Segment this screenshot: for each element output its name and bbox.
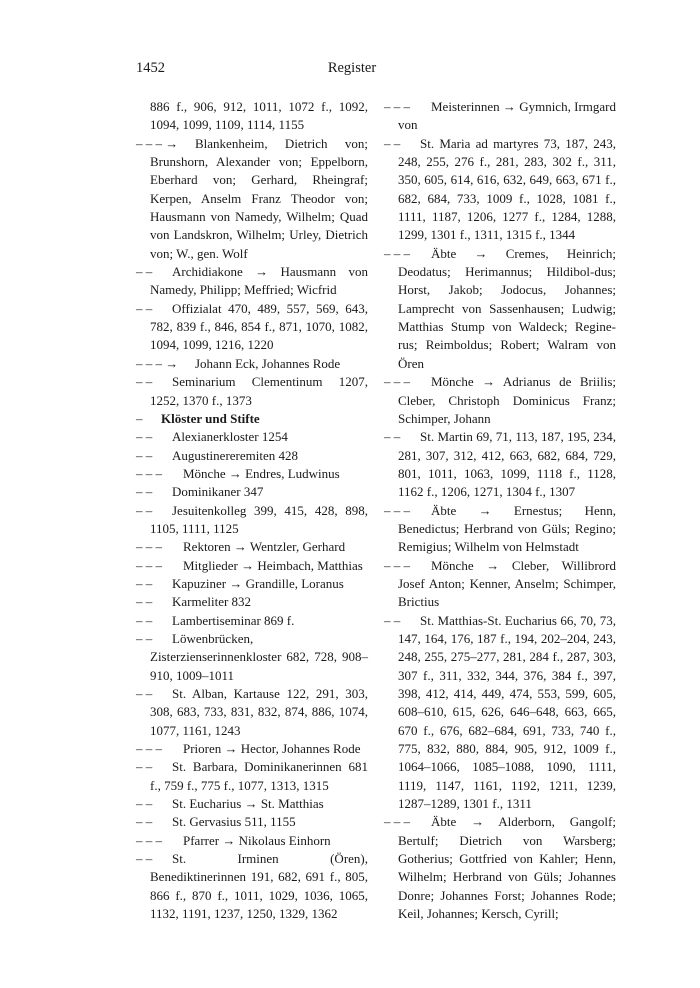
entry-text: St. Maria ad martyres 73, 187, 243, 248, 255, 276 f., 281, 283, 302 f., 311, 350, 605, 614, 616, 632, 649, 663, 671 f., 682, 684, 733, 1009 f., 1028, 1081 f., 1111, 1187, 1206, 1277 f., 1284, 1288, 1299, 1301 f., 1311, 1315 f., 1344 <box>398 135 616 243</box>
index-entry <box>136 465 368 483</box>
index-entry <box>136 795 368 813</box>
index-entry <box>136 630 368 685</box>
entry-text: Dominikaner 347 <box>172 484 264 500</box>
entry-level-dashes: – – <box>136 502 153 518</box>
index-entry <box>136 98 368 135</box>
index-entry <box>136 135 368 263</box>
entry-text: Seminarium Clementinum 1207, 1252, 1370 f., 1373 <box>150 374 368 408</box>
index-entry <box>136 373 368 410</box>
index-entry <box>136 593 368 611</box>
entry-level-dashes: – – <box>384 135 401 151</box>
entry-level-dashes: – – <box>136 575 153 591</box>
entry-level-dashes: – – – <box>136 465 162 481</box>
entry-level-dashes: – – <box>136 264 153 280</box>
entry-text: Jesuitenkolleg 399, 415, 428, 898, 1105, 1111, 1125 <box>150 502 368 536</box>
index-entry <box>136 685 368 740</box>
entry-level-dashes: – – <box>136 851 153 867</box>
entry-text: Johann Eck, Johannes Rode <box>195 355 341 371</box>
entry-level-dashes: – – <box>136 594 153 610</box>
entry-text: St. Matthias-St. Eucharius 66, 70, 73, 147, 164, 176, 187 f., 194, 202–204, 243, 248, 255, 275–277, 281, 284 f., 287, 303, 307 f., 311, 332, 344, 376, 384 f., 397, 398, 412, 414, 449, 474, 553, 599, 605, 608–610, 615, 626, 646–648, 663, 665, 670 f., 676, 682–684, 691, 733, 740 f., 775, 832, 880, 884, 905, 912, 1009 f., 1064–1066, 1085–1088, 1090, 1111, 1119, 1147, 1161, 1192, 1211, 1239, 1287–1289, 1301 f., 1311 <box>398 612 616 812</box>
entry-text: St. Gervasius 511, 1155 <box>172 814 296 830</box>
index-entry <box>136 758 368 795</box>
page-header <box>136 60 568 84</box>
entry-text: Äbte → Cremes, Heinrich; Deodatus; Herimannus; Hildibol-dus; Horst, Jakob; Jodocus, Johannes; Lamprecht von Sassenhausen; Ludwig; Matthias Stump von Waldeck; Regine-rus; Reimboldus; Robert; Walram von Ören <box>398 245 616 371</box>
entry-text: Alexianerkloster 1254 <box>172 429 288 445</box>
entry-level-dashes: – – – → <box>136 135 179 151</box>
entry-text: Meisterinnen → Gymnich, Irmgard von <box>398 99 616 133</box>
index-entry <box>136 300 368 355</box>
entry-text: Mönche → Endres, Ludwinus <box>183 465 340 481</box>
index-entry <box>136 538 368 556</box>
index-entry <box>384 612 616 814</box>
index-entry <box>384 245 616 373</box>
entry-level-dashes: – – – <box>384 814 410 830</box>
entry-text: Karmeliter 832 <box>172 594 252 610</box>
index-entry <box>384 373 616 428</box>
entry-level-dashes: – – <box>384 612 401 628</box>
entry-text: St. Eucharius → St. Matthias <box>172 796 324 812</box>
entry-level-dashes: – – <box>136 429 153 445</box>
entry-text: Äbte → Ernestus; Henn, Benedictus; Herbrand von Güls; Regino; Remigius; Wilhelm von Helmstadt <box>398 502 616 555</box>
entry-level-dashes: – – – <box>384 245 410 261</box>
entry-text: Pfarrer → Nikolaus Einhorn <box>183 832 331 848</box>
entry-level-dashes: – <box>136 410 143 426</box>
index-entry <box>136 410 368 428</box>
entry-level-dashes: – – – <box>136 557 162 573</box>
entry-text: Blankenheim, Dietrich von; Brunshorn, Alexander von; Eppelborn, Eberhard von; Gerhard, Rheingraf; Kerpen, Anselm Franz Theodor von; Hausmann von Namedy, Wilhelm; Quad von Landskron, Wilhelm; Urley, Dietrich von; W., gen. Wolf <box>150 135 368 261</box>
index-entry <box>136 832 368 850</box>
index-entry <box>136 355 368 373</box>
index-entry <box>136 740 368 758</box>
entry-text: Rektoren → Wentzler, Gerhard <box>183 539 346 555</box>
entry-level-dashes: – – <box>384 429 401 445</box>
entry-level-dashes: – – <box>136 300 153 316</box>
entry-text: Offizialat 470, 489, 557, 569, 643, 782, 839 f., 846, 854 f., 871, 1070, 1082, 1094, 1099, 1216, 1220 <box>150 300 368 353</box>
entry-level-dashes: – – <box>136 630 153 646</box>
index-entry <box>136 612 368 630</box>
index-entry <box>384 813 616 923</box>
entry-level-dashes: – – <box>136 759 153 775</box>
entry-level-dashes: – – – <box>384 557 410 573</box>
entry-text: Mönche → Adrianus de Briilis; Cleber, Christoph Dominicus Franz; Schimper, Johann <box>398 374 616 426</box>
entry-level-dashes: – – <box>136 796 153 812</box>
index-entry <box>136 813 368 831</box>
index-entry <box>384 428 616 501</box>
index-entry <box>136 447 368 465</box>
entry-level-dashes: – – – <box>136 741 162 757</box>
entry-text: 886 f., 906, 912, 1011, 1072 f., 1092, 1094, 1099, 1109, 1114, 1155 <box>150 99 368 133</box>
entry-text: Lambertiseminar 869 f. <box>172 612 295 628</box>
section-heading: Klöster und Stifte <box>161 410 260 426</box>
entry-level-dashes: – – – <box>384 502 410 518</box>
entry-text: St. Alban, Kartause 122, 291, 303, 308, 683, 733, 831, 832, 874, 886, 1074, 1077, 1161, 1243 <box>150 686 368 738</box>
entry-level-dashes: – – – → <box>136 355 179 371</box>
entry-text: Mönche → Cleber, Willibrord Josef Anton; Kenner, Anselm; Schimper, Brictius <box>398 557 616 610</box>
entry-level-dashes: – – <box>136 374 153 390</box>
index-entry <box>136 502 368 539</box>
entry-level-dashes: – – <box>136 447 153 463</box>
index-entry <box>136 850 368 923</box>
entry-level-dashes: – – <box>136 686 153 701</box>
running-title: Register <box>327 60 377 76</box>
entry-text: Kapuziner → Grandille, Loranus <box>172 575 344 591</box>
entry-text: St. Martin 69, 71, 113, 187, 195, 234, 281, 307, 312, 412, 663, 682, 684, 729, 801, 1011, 1063, 1099, 1118 f., 1128, 1162 f., 1206, 1271, 1304 f., 1307 <box>398 429 616 500</box>
index-entry <box>384 135 616 245</box>
entry-level-dashes: – – <box>136 814 153 830</box>
index-entry <box>136 557 368 575</box>
entry-level-dashes: – – – <box>136 539 162 555</box>
right-column <box>384 98 616 923</box>
entry-level-dashes: – – – <box>136 832 162 848</box>
entry-level-dashes: – – – <box>384 374 410 390</box>
index-entry <box>384 98 616 135</box>
index-entry <box>136 483 368 501</box>
entry-text: Augustinereremiten 428 <box>172 447 298 463</box>
index-entry <box>136 575 368 593</box>
entry-text: Äbte → Alderborn, Gangolf; Bertulf; Dietrich von Warsberg; Gotherius; Gottfried von Kahler; Henn, Wilhelm; Herbrand von Güls; Johannes Donre; Johannes Forst; Johannes Rode; Keil, Johannes; Kersch, Cyrill; <box>398 814 616 922</box>
entry-text: Prioren → Hector, Johannes Rode <box>183 741 361 757</box>
entry-text: Löwenbrücken, Zisterzienserinnenkloster 682, 728, 908–910, 1009–1011 <box>150 630 368 683</box>
index-entry <box>384 557 616 612</box>
index-entry <box>136 428 368 446</box>
entry-level-dashes: – – – <box>384 99 410 114</box>
entry-text: St. Irminen (Ören), Benediktinerinnen 191, 682, 691 f., 805, 866 f., 870 f., 1011, 1029, 1036, 1065, 1132, 1191, 1237, 1250, 1329, 1362 <box>150 851 368 922</box>
entry-text: St. Barbara, Dominikanerinnen 681 f., 759 f., 775 f., 1077, 1313, 1315 <box>150 759 368 793</box>
left-column <box>136 98 368 923</box>
index-entry <box>136 263 368 300</box>
entry-text: Archidiakone → Hausmann von Namedy, Philipp; Meffried; Wicfrid <box>150 264 368 298</box>
index-entry <box>384 502 616 557</box>
page-number: 1452 <box>136 60 165 76</box>
entry-level-dashes: – – <box>136 612 153 628</box>
entry-text: Mitglieder → Heimbach, Matthias <box>183 557 363 573</box>
entry-level-dashes: – – <box>136 484 153 500</box>
